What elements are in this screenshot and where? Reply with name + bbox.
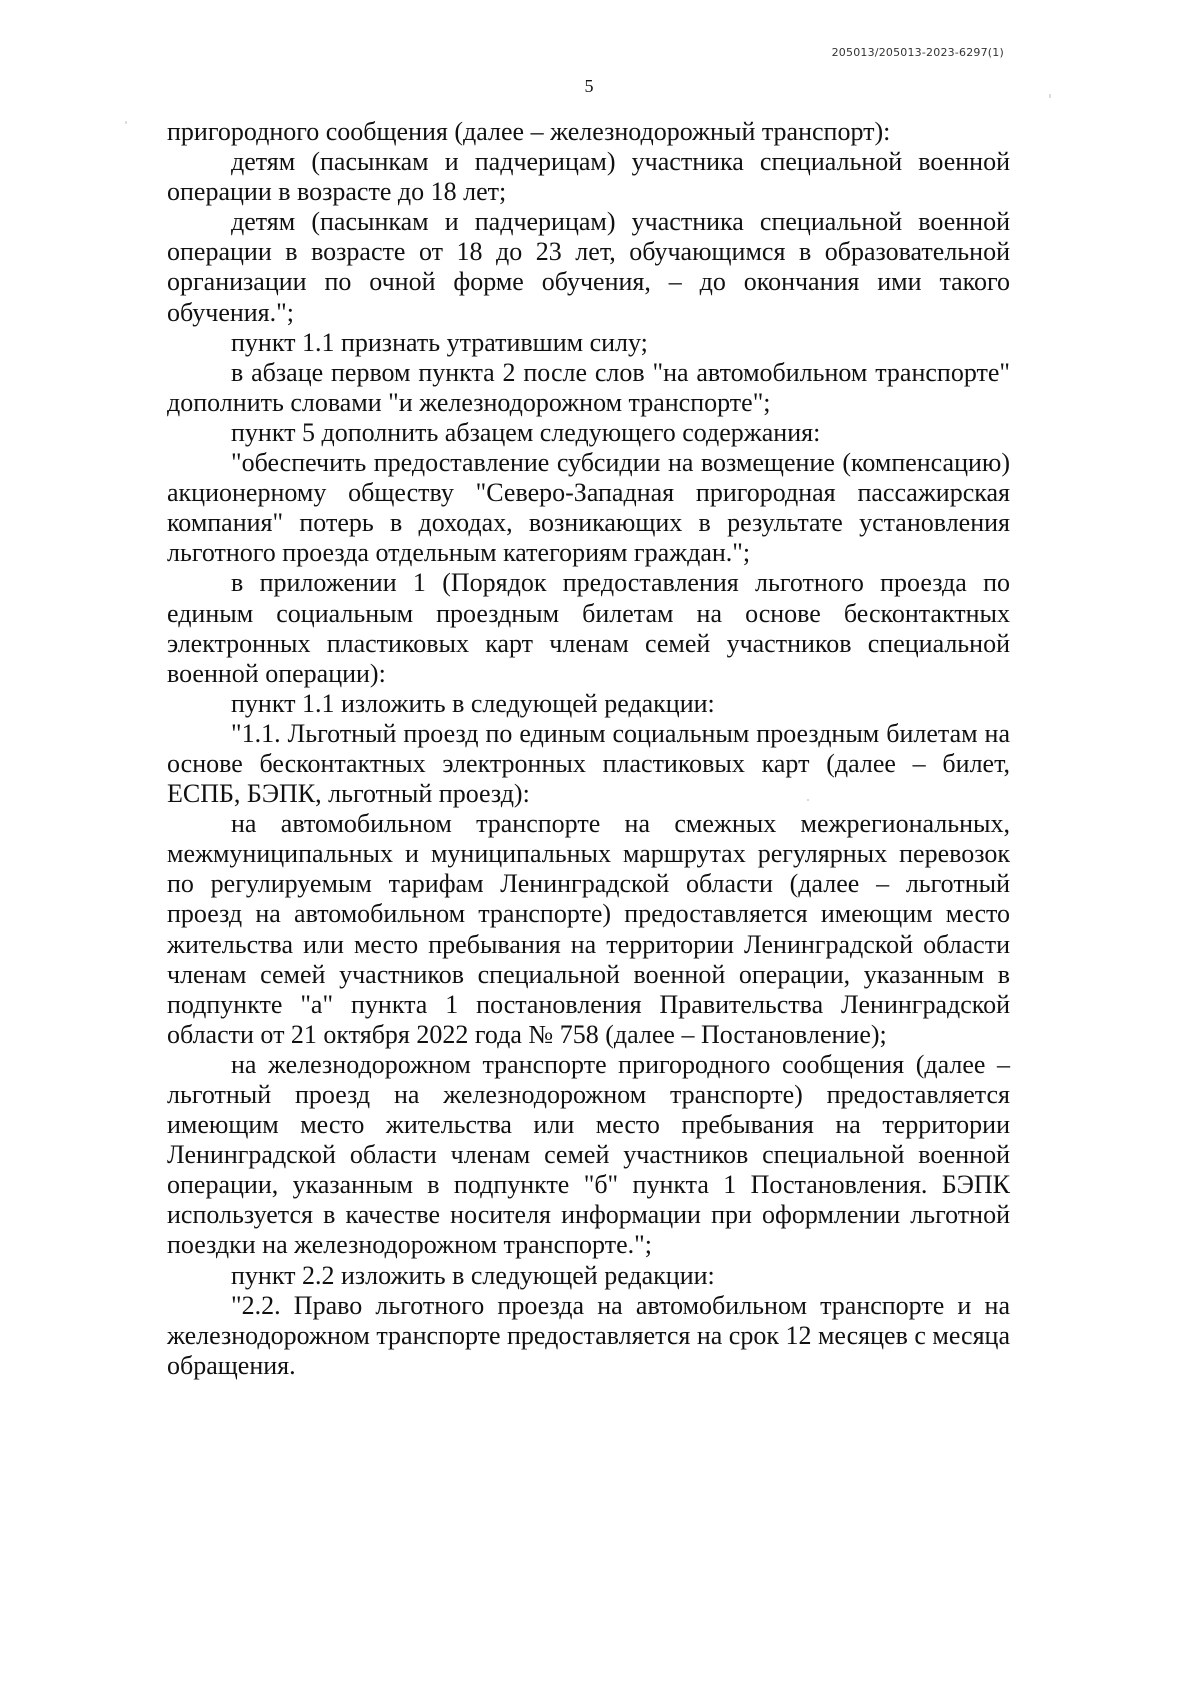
document-id: 205013/205013-2023-6297(1) — [831, 46, 1004, 59]
paragraph-appendix-1: в приложении 1 (Порядок предоставления льготного проезда по единым социальным проездным билетам на основе бесконтактных электронных пластиковых карт членам семей участников специальной военной операции): — [167, 568, 1010, 688]
paragraph-item-1-1-void: пункт 1.1 признать утратившим силу; — [231, 327, 648, 357]
document-body — [167, 117, 1010, 1381]
paragraph-children-18-to-23: детям (пасынкам и падчерицам) участника специальной военной операции в возрасте от 18 до 23 лет, обучающимся в образовательной организации по очной форме обучения, – до окончания ими такого обучения."; — [167, 207, 1010, 327]
paragraph-children-under-18: детям (пасынкам и падчерицам) участника специальной военной операции в возрасте до 18 лет; — [167, 147, 1010, 207]
paragraph-subsidy: "обеспечить предоставление субсидии на возмещение (компенсацию) акционерному обществу "Северо-Западная пригородная пассажирская компания" потерь в доходах, возникающих в результате установления льготного проезда отдельным категориям граждан."; — [167, 448, 1010, 568]
page-number: 5 — [584, 76, 594, 96]
paragraph-item-2-2-new: пункт 2.2 изложить в следующей редакции: — [231, 1260, 715, 1290]
paragraph-item-2-amend: в абзаце первом пункта 2 после слов "на автомобильном транспорте" дополнить словами "и железнодорожном транспорте"; — [167, 357, 1010, 417]
paragraph-continuation: пригородного сообщения (далее – железнодорожный транспорт): — [167, 117, 891, 146]
paragraph-road-transport: на автомобильном транспорте на смежных межрегиональных, межмуниципальных и муниципальных маршрутах регулярных перевозок по регулируемым тарифам Ленинградской области (далее – льготный проезд на автомобильном транспорте) предоставляется имеющим место жительства или место пребывания на территории Ленинградской области членам семей участников специальной военной операции, указанным в подпункте "а" пункта 1 постановления Правительства Ленинградской области от 21 октября 2022 года № 758 (далее – Постановление); — [167, 809, 1010, 1049]
paragraph-rail-transport: на железнодорожном транспорте пригородного сообщения (далее – льготный проезд на железнодорожном транспорте) предоставляется имеющим место жительства или место пребывания на территории Ленинградской области членам семей участников специальной военной операции, указанным в подпункте "б" пункта 1 Постановления. БЭПК используется в качестве носителя информации при оформлении льготной поездки на железнодорожном транспорте."; — [167, 1049, 1010, 1260]
paragraph-quote-1-1: "1.1. Льготный проезд по единым социальным проездным билетам на основе бесконтактных электронных пластиковых карт (далее – билет, ЕСПБ, БЭПК, льготный проезд): — [167, 718, 1010, 809]
paragraph-item-1-1-new: пункт 1.1 изложить в следующей редакции: — [231, 688, 715, 718]
paragraph-item-5-amend: пункт 5 дополнить абзацем следующего содержания: — [231, 417, 821, 447]
paragraph-quote-2-2: "2.2. Право льготного проезда на автомобильном транспорте и на железнодорожном транспорте предоставляется на срок 12 месяцев с месяца обращения. — [167, 1290, 1010, 1380]
